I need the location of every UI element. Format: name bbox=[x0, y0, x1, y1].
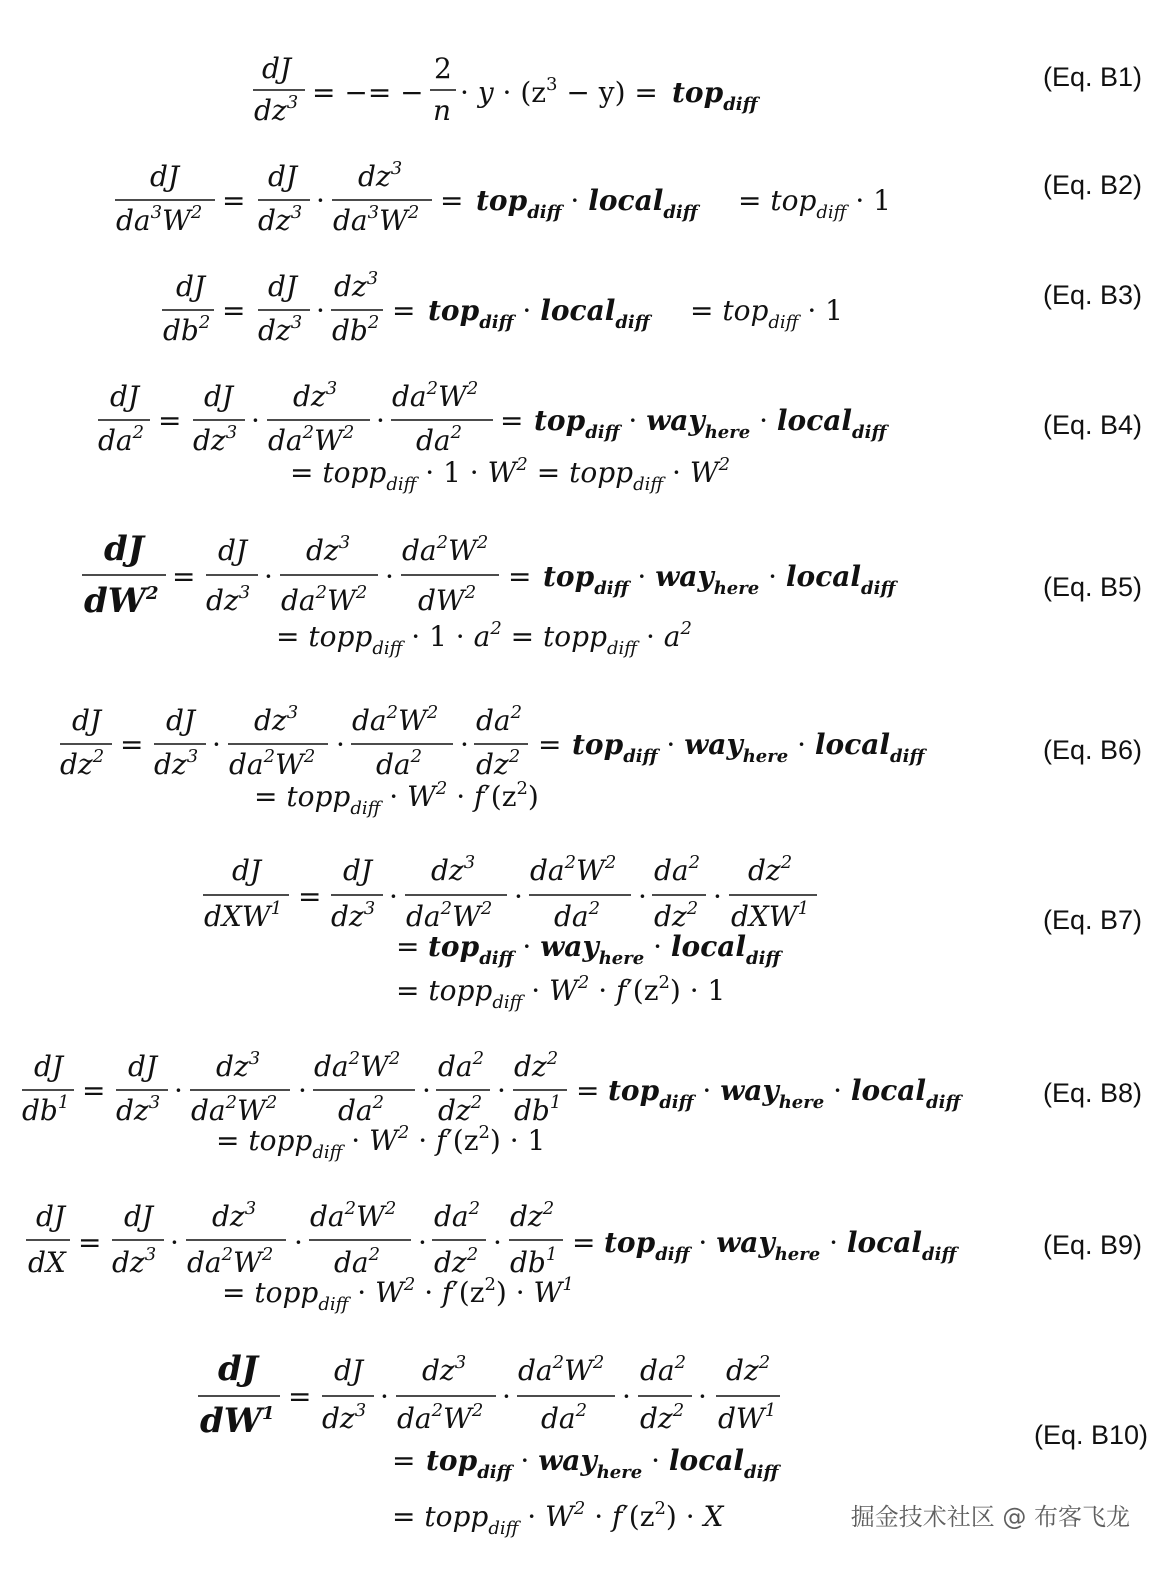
svg-text:=: = bbox=[392, 1444, 416, 1477]
svg-text:= toppdiff · W2 · f′(z2): = topp$_{diff}$ · $W^2 \cdot f'(z^2)$ bbox=[254, 778, 539, 819]
svg-text:da2: $da^2$ bbox=[334, 1244, 381, 1279]
svg-text:da2W2: $da^2W^2$ bbox=[187, 1244, 274, 1279]
svg-text:dz3: $dz^3$ bbox=[331, 898, 376, 933]
svg-text:dz2: $dz^2$ bbox=[476, 746, 521, 781]
svg-text:·: · bbox=[638, 880, 647, 913]
svg-text:·: · bbox=[389, 880, 398, 913]
svg-text:=: = bbox=[158, 404, 182, 437]
svg-text:=: = bbox=[78, 1226, 102, 1259]
svg-text:topdiff · wayhere · localdiff: top$_{diff}$ · way$_{here}$ · local$_{diff}$ bbox=[428, 930, 781, 969]
equation-b4 bbox=[98, 378, 889, 495]
svg-text:da2W2: $da^2W^2$ bbox=[191, 1092, 278, 1127]
svg-text:da2W2: $da^2W^2$ bbox=[268, 422, 355, 457]
svg-text:db2: $db^2$ bbox=[332, 312, 380, 347]
svg-text:dz2: $dz^2$ bbox=[434, 1244, 479, 1279]
svg-text:topdiff · wayhere · localdiff: top$_{diff}$ · way$_{here}$ · local$_{diff}$ bbox=[426, 1444, 779, 1483]
svg-text:dz3: $dz^3$ bbox=[216, 1048, 261, 1083]
svg-text:=: = bbox=[298, 880, 322, 913]
svg-text:dz3: $dz^3$ bbox=[306, 532, 351, 567]
svg-text:·: · bbox=[493, 1226, 502, 1259]
svg-text:dz3: $dz^3$ bbox=[112, 1244, 157, 1279]
svg-text:= −= −: = −= − bbox=[312, 76, 424, 109]
svg-text:dz3: $dz^3$ bbox=[154, 746, 199, 781]
svg-text:·: · bbox=[212, 728, 221, 761]
eq-tag-b7: (Eq. B7) bbox=[1043, 905, 1143, 935]
svg-text:·: · bbox=[336, 728, 345, 761]
svg-text:· y · (z3 − y) =: · $y \cdot (z^3 - y)$ = bbox=[460, 74, 658, 109]
svg-text:topdiff · wayhere · localdiff: top$_{diff}$ · way$_{here}$ · local$_{diff}$ bbox=[543, 560, 896, 599]
svg-text:da2: $da^2$ bbox=[554, 898, 601, 933]
svg-text:da3W2: $da^3W^2$ bbox=[116, 202, 203, 237]
svg-text:dz3: $dz^3$ bbox=[193, 422, 238, 457]
svg-text:=: = bbox=[288, 1380, 312, 1413]
svg-text:=: = bbox=[172, 560, 196, 593]
svg-text:dz2: $dz^2$ bbox=[510, 1198, 555, 1233]
watermark: 掘金技术社区 @ 布客飞龙 bbox=[850, 1503, 1130, 1531]
svg-text:·: · bbox=[502, 1380, 511, 1413]
equation-b5 bbox=[82, 529, 898, 659]
svg-text:dz3: $dz^3$ bbox=[422, 1352, 467, 1387]
svg-text:da2: $da^2$ bbox=[640, 1352, 687, 1387]
svg-text:db1: $db^1$ bbox=[514, 1092, 562, 1127]
svg-text:·: · bbox=[514, 880, 523, 913]
eq-tag-b8: (Eq. B8) bbox=[1043, 1078, 1143, 1108]
svg-text:dJ: dJ bbox=[72, 704, 102, 737]
svg-text:dJ: dJ bbox=[150, 160, 180, 193]
svg-text:=: = bbox=[576, 1074, 600, 1107]
svg-text:dz2: $dz^2$ bbox=[748, 852, 793, 887]
svg-text:dz3: $dz^3$ bbox=[212, 1198, 257, 1233]
equation-b10 bbox=[198, 1349, 781, 1539]
svg-text:da2W2: $da^2W^2$ bbox=[281, 582, 368, 617]
svg-text:dJ: dJ bbox=[110, 380, 140, 413]
svg-text:da2W2: $da^2W^2$ bbox=[530, 852, 617, 887]
svg-text:dz3: $dz^3$ bbox=[334, 268, 379, 303]
eq-tag-b9: (Eq. B9) bbox=[1043, 1230, 1143, 1260]
svg-text:da2W2: $da^2W^2$ bbox=[397, 1400, 484, 1435]
svg-text:·: · bbox=[497, 1074, 506, 1107]
svg-text:=: = bbox=[120, 728, 144, 761]
svg-text:db1: $db^1$ bbox=[510, 1244, 558, 1279]
eq-tag-b5: (Eq. B5) bbox=[1043, 572, 1143, 602]
svg-text:=: = bbox=[508, 560, 532, 593]
svg-text:da2W2: $da^2W^2$ bbox=[392, 378, 479, 413]
equation-b3 bbox=[162, 268, 843, 347]
svg-text:da2W2: $da^2W^2$ bbox=[314, 1048, 401, 1083]
svg-text:·: · bbox=[294, 1226, 303, 1259]
svg-text:dJ: dJ bbox=[218, 534, 248, 567]
eq-tag-b3: (Eq. B3) bbox=[1043, 280, 1143, 310]
svg-text:topdiff: top$_{diff}$ bbox=[672, 76, 758, 115]
svg-text:da2: $da^2$ bbox=[98, 422, 145, 457]
svg-text:dJ: dJ bbox=[268, 270, 298, 303]
svg-text:=: = bbox=[572, 1226, 596, 1259]
svg-text:da2W2: $da^2W^2$ bbox=[518, 1352, 605, 1387]
svg-text:da2W2: $da^2W^2$ bbox=[406, 898, 493, 933]
svg-text:·: · bbox=[316, 294, 325, 327]
svg-text:dJ: dJ bbox=[334, 1354, 364, 1387]
svg-text:da2: $da^2$ bbox=[438, 1048, 485, 1083]
eq-tag-b1: (Eq. B1) bbox=[1043, 62, 1143, 92]
svg-text:dJ: dJ bbox=[204, 380, 234, 413]
svg-text:dz2: $dz^2$ bbox=[514, 1048, 559, 1083]
svg-text:= toppdiff · W2 · f′(z2) · 1: = topp$_{diff}$ · $W^2 \cdot f'(z^2) \cdot 1$ bbox=[396, 972, 726, 1013]
svg-text:dJ: dJ bbox=[166, 704, 196, 737]
svg-text:dz2: $dz^2$ bbox=[726, 1352, 771, 1387]
svg-text:dz2: $dz^2$ bbox=[438, 1092, 483, 1127]
svg-text:da2W2: $da^2W^2$ bbox=[229, 746, 316, 781]
svg-text:da2W2: $da^2W^2$ bbox=[310, 1198, 397, 1233]
equation-b2 bbox=[115, 158, 891, 237]
svg-text:dX: dX bbox=[28, 1246, 66, 1279]
svg-text:=: = bbox=[392, 294, 416, 327]
svg-text:=: = bbox=[222, 184, 246, 217]
svg-text:=: = bbox=[440, 184, 464, 217]
svg-text:·: · bbox=[418, 1226, 427, 1259]
svg-text:·: · bbox=[622, 1380, 631, 1413]
svg-text:= toppdiff · W2 · f′(z2) · X: = topp$_{diff}$ · $W^2 \cdot f'(z^2) \cdot X$ bbox=[392, 1498, 724, 1539]
svg-text:2: 2 bbox=[434, 52, 452, 85]
equation-b1 bbox=[253, 52, 761, 127]
svg-text:dW1: $dW^1$ bbox=[718, 1400, 777, 1435]
svg-text:·: · bbox=[376, 404, 385, 437]
svg-text:db1: $db^1$ bbox=[22, 1092, 70, 1127]
svg-text:dz3: $dz^3$ bbox=[258, 202, 303, 237]
eq-tag-b6: (Eq. B6) bbox=[1043, 735, 1143, 765]
svg-text:= toppdiff · 1 · W2 = toppdiff: = topp$_{diff}$ · $1 \cdot W^2$ = topp$_{diff}$ · $W^2$ bbox=[290, 454, 731, 495]
svg-text:topdiff · wayhere · localdiff: top$_{diff}$ · way$_{here}$ · local$_{diff}$ bbox=[604, 1226, 957, 1265]
svg-text:dXW1: dXW$^1$ bbox=[731, 898, 810, 933]
svg-text:dJ: dJ bbox=[176, 270, 206, 303]
svg-text:dJ: dJ bbox=[104, 529, 144, 569]
svg-text:dW2: $dW^2$ bbox=[418, 582, 477, 617]
svg-text:topdiff · localdiff: top$_{diff}$ · local$_{diff}$ bbox=[428, 294, 650, 333]
svg-text:dW1: $dW^1$ bbox=[200, 1401, 275, 1441]
svg-text:dW2: $dW^2$ bbox=[84, 581, 159, 621]
svg-text:·: · bbox=[385, 560, 394, 593]
svg-text:= topdiff · 1: = top$_{diff}$ · 1 bbox=[690, 294, 843, 333]
svg-text:da2W2: $da^2W^2$ bbox=[352, 702, 439, 737]
svg-text:dz2: $dz^2$ bbox=[60, 746, 105, 781]
svg-text:da2: $da^2$ bbox=[416, 422, 463, 457]
svg-text:·: · bbox=[251, 404, 260, 437]
svg-text:·: · bbox=[698, 1380, 707, 1413]
svg-text:·: · bbox=[170, 1226, 179, 1259]
svg-text:= toppdiff · W2 · f′(z2) · W1: = topp$_{diff}$ · $W^2 \cdot f'(z^2) \cdot W^1$ bbox=[222, 1274, 574, 1315]
svg-text:da2: $da^2$ bbox=[434, 1198, 481, 1233]
svg-text:dz3: $dz^3$ bbox=[116, 1092, 161, 1127]
svg-text:dz3: $dz^3$ bbox=[322, 1400, 367, 1435]
svg-text:dz3: $dz^3$ bbox=[254, 702, 299, 737]
svg-text:·: · bbox=[713, 880, 722, 913]
eq-tag-b4: (Eq. B4) bbox=[1043, 410, 1143, 440]
svg-text:da2: $da^2$ bbox=[376, 746, 423, 781]
svg-text:da2: $da^2$ bbox=[338, 1092, 385, 1127]
svg-text:=: = bbox=[82, 1074, 106, 1107]
svg-text:dXW1: dXW$^1$ bbox=[204, 898, 283, 933]
svg-text:topdiff · localdiff: top$_{diff}$ · local$_{diff}$ bbox=[476, 184, 698, 223]
svg-text:dz2: $dz^2$ bbox=[654, 898, 699, 933]
svg-text:= toppdiff · 1 · a2 = toppdiff: = topp$_{diff}$ · $1 \cdot a^2$ = topp$_{diff}$ · $a^2$ bbox=[276, 618, 692, 659]
equation-b9 bbox=[26, 1198, 959, 1315]
svg-text:·: · bbox=[316, 184, 325, 217]
svg-text:dJ: dJ bbox=[268, 160, 298, 193]
svg-text:=: = bbox=[396, 930, 420, 963]
svg-text:= topdiff · 1: = top$_{diff}$ · 1 bbox=[738, 184, 891, 223]
svg-text:dz2: $dz^2$ bbox=[640, 1400, 685, 1435]
svg-text:topdiff · wayhere · localdiff: top$_{diff}$ · way$_{here}$ · local$_{diff}$ bbox=[534, 404, 887, 443]
svg-text:dJ: dJ bbox=[262, 52, 292, 85]
svg-text:=: = bbox=[538, 728, 562, 761]
eq-tag-b2: (Eq. B2) bbox=[1043, 170, 1143, 200]
svg-text:da2W2: $da^2W^2$ bbox=[402, 532, 489, 567]
svg-text:·: · bbox=[264, 560, 273, 593]
svg-text:·: · bbox=[174, 1074, 183, 1107]
svg-text:=: = bbox=[500, 404, 524, 437]
svg-text:n: n bbox=[433, 94, 452, 127]
equation-b6 bbox=[60, 702, 927, 819]
svg-text:=: = bbox=[222, 294, 246, 327]
svg-text:= toppdiff · W2 · f′(z2) · 1: = topp$_{diff}$ · $W^2 \cdot f'(z^2) \cdot 1$ bbox=[216, 1122, 546, 1163]
svg-text:da2: $da^2$ bbox=[476, 702, 523, 737]
svg-text:dJ: dJ bbox=[34, 1050, 64, 1083]
svg-text:dJ: dJ bbox=[218, 1349, 258, 1389]
svg-text:db2: $db^2$ bbox=[163, 312, 211, 347]
svg-text:topdiff · wayhere · localdiff: top$_{diff}$ · way$_{here}$ · local$_{diff}$ bbox=[572, 728, 925, 767]
svg-text:·: · bbox=[460, 728, 469, 761]
svg-text:dJ: dJ bbox=[232, 854, 262, 887]
svg-text:·: · bbox=[422, 1074, 431, 1107]
svg-text:dz3: $dz^3$ bbox=[258, 312, 303, 347]
svg-text:da2: $da^2$ bbox=[541, 1400, 588, 1435]
svg-text:da3W2: $da^3W^2$ bbox=[333, 202, 420, 237]
svg-text:topdiff · wayhere · localdiff: top$_{diff}$ · way$_{here}$ · local$_{diff}$ bbox=[608, 1074, 961, 1113]
svg-text:da2: $da^2$ bbox=[654, 852, 701, 887]
svg-text:dJ: dJ bbox=[128, 1050, 158, 1083]
svg-text:·: · bbox=[380, 1380, 389, 1413]
svg-text:dz3: $dz^3$ bbox=[358, 158, 403, 193]
svg-text:dz3: $dz^3$ bbox=[254, 92, 299, 127]
svg-text:dz3: $dz^3$ bbox=[293, 378, 338, 413]
svg-text:dz3: $dz^3$ bbox=[206, 582, 251, 617]
eq-tag-b10: (Eq. B10) bbox=[1034, 1420, 1149, 1450]
svg-text:dJ: dJ bbox=[36, 1200, 66, 1233]
svg-text:dz3: $dz^3$ bbox=[431, 852, 476, 887]
svg-text:·: · bbox=[298, 1074, 307, 1107]
equation-b8 bbox=[22, 1048, 963, 1163]
svg-text:dJ: dJ bbox=[124, 1200, 154, 1233]
equation-b7 bbox=[203, 852, 817, 1013]
svg-text:dJ: dJ bbox=[343, 854, 373, 887]
